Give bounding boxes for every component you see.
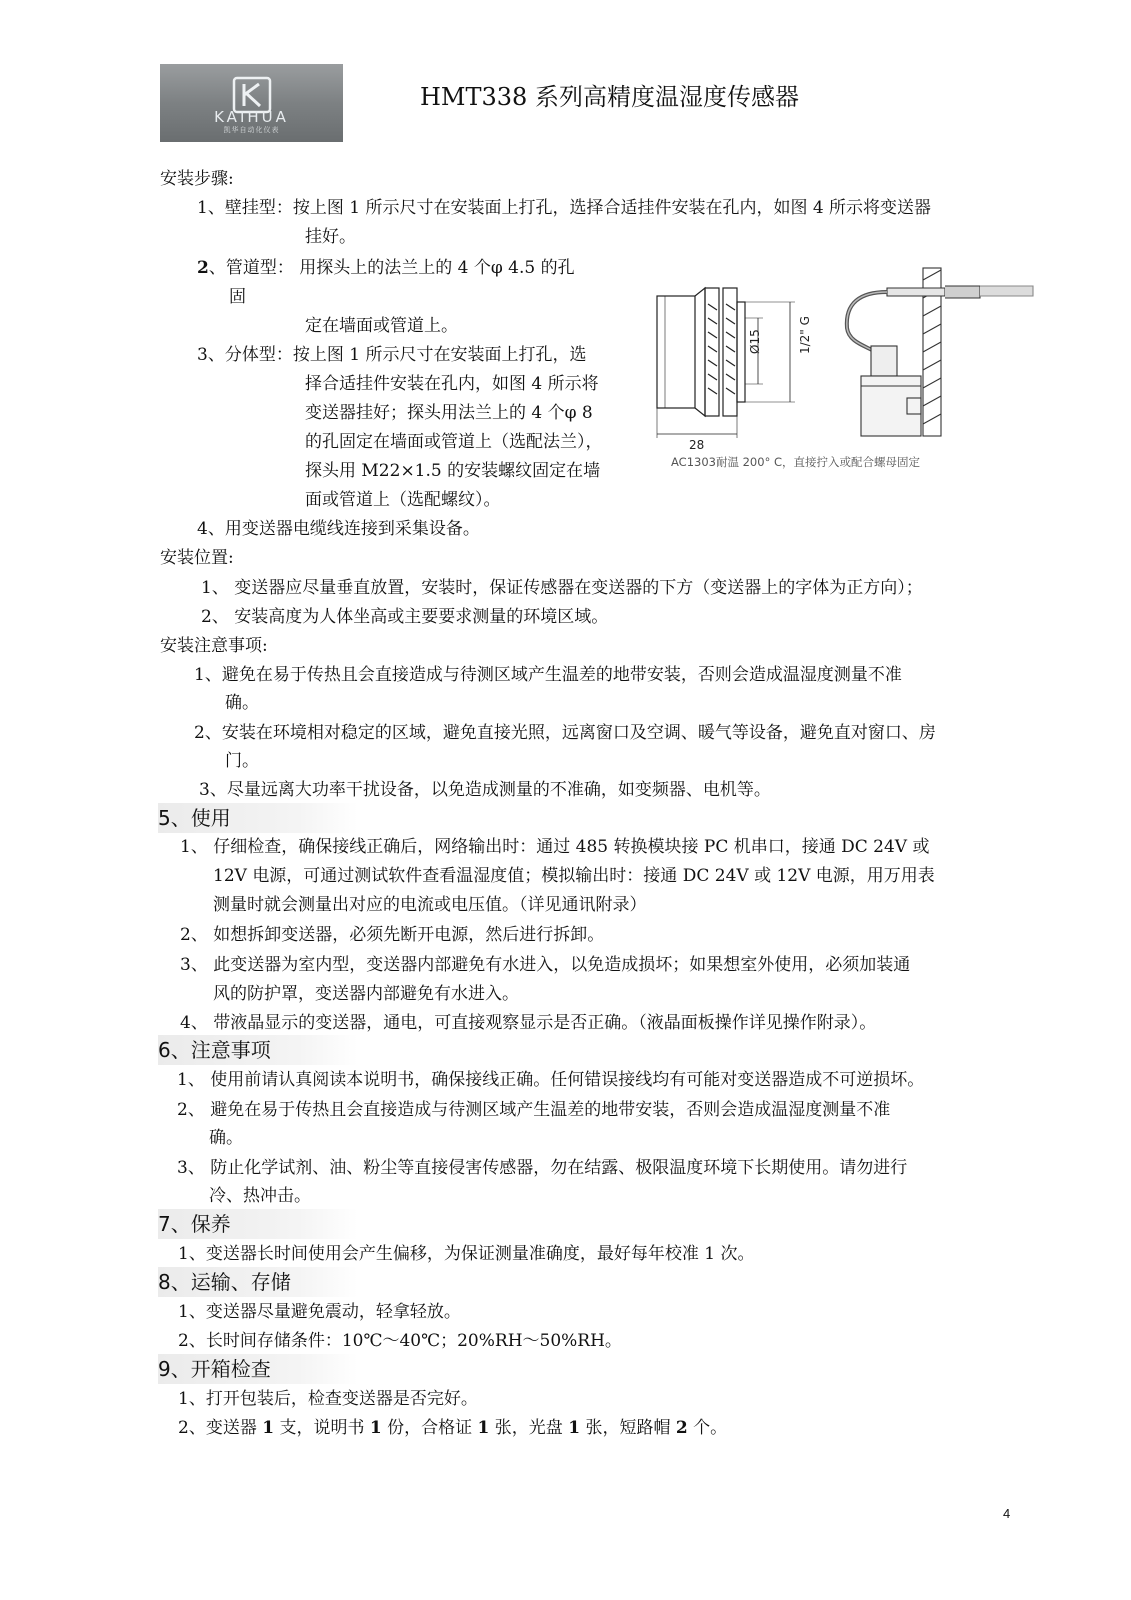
use-4: 4、 带液晶显示的变送器，通电，可直接观察显示是否正确。（液晶面板操作详见操作附录）。 [180, 1013, 877, 1033]
section-5-heading: 5、使用 [158, 803, 358, 833]
transport-1: 1、变送器尽量避免震动，轻拿轻放。 [178, 1302, 461, 1322]
position-2: 2、 安装高度为人体坐高或主要要求测量的环境区域。 [201, 607, 609, 627]
unpack-2-qty-transmitter: 1 [262, 1418, 275, 1438]
step-2-text: 、管道型： 用探头上的法兰上的 4 个φ 4.5 的孔 [208, 258, 575, 278]
logo-subtitle: 凯华自动化仪表 [223, 126, 280, 134]
unpack-2-text-a: 2、变送器 [178, 1418, 263, 1438]
section-9-heading: 9、开箱检查 [158, 1354, 358, 1384]
step-1-line-2: 挂好。 [305, 227, 356, 247]
caution-2-line-2: 确。 [209, 1128, 243, 1148]
use-3-line-1: 3、 此变送器为室内型，变送器内部避免有水进入，以免造成损坏；如果想室外使用，必须加装通 [180, 955, 911, 975]
unpack-1: 1、打开包装后，检查变送器是否完好。 [178, 1389, 478, 1409]
install-sketch [847, 268, 1033, 436]
note-3: 3、尽量远离大功率干扰设备，以免造成测量的不准确，如变频器、电机等。 [199, 780, 771, 800]
unpack-2-qty-manual: 1 [369, 1418, 382, 1438]
note-2-line-2: 门。 [225, 751, 259, 771]
use-1-line-2: 12V 电源，可通过测试软件查看温湿度值；模拟输出时：接通 DC 24V 或 12V 电源，用万用表 [213, 866, 935, 886]
position-1: 1、 变送器应尽量垂直放置，安装时，保证传感器在变送器的下方（变送器上的字体为正方向）； [201, 578, 923, 598]
use-1-line-1: 1、 仔细检查，确保接线正确后，网络输出时：通过 485 转换模块接 PC 机串口，接通 DC 24V 或 [180, 837, 930, 857]
step-2-line-1 [197, 254, 575, 282]
use-2: 2、 如想拆卸变送器，必须先断开电源，然后进行拆卸。 [180, 925, 605, 945]
logo-wordmark: KAIHUA [214, 108, 289, 126]
unpack-2-text-b: 支，说明书 [274, 1418, 370, 1438]
unpack-2 [178, 1414, 727, 1442]
step-2-number: 2 [197, 258, 209, 278]
section-7-heading: 7、保养 [158, 1209, 358, 1239]
caution-2-line-1: 2、 避免在易于传热且会直接造成与待测区域产生温差的地带安装，否则会造成温湿度测量不准 [177, 1100, 891, 1120]
unpack-2-qty-certificate: 1 [477, 1418, 490, 1438]
install-steps-heading: 安装步骤: [160, 169, 234, 189]
step-3-line-1: 3、分体型：按上图 1 所示尺寸在安装面上打孔，选 [197, 345, 587, 365]
unpack-2-qty-jumper: 2 [675, 1418, 688, 1438]
step-3-line-3: 变送器挂好；探头用法兰上的 4 个φ 8 [305, 403, 593, 423]
dim-thread-label: 1/2" G [798, 316, 812, 354]
transport-2: 2、长时间存储条件：10℃～40℃；20%RH～50%RH。 [178, 1331, 622, 1351]
unpack-2-qty-disc: 1 [568, 1418, 581, 1438]
caution-3-line-1: 3、 防止化学试剂、油、粉尘等直接侵害传感器，勿在结露、极限温度环境下长期使用。请勿进行 [177, 1158, 908, 1178]
note-1-line-1: 1、避免在易于传热且会直接造成与待测区域产生温差的地带安装，否则会造成温湿度测量不准 [194, 665, 902, 685]
step-2-line-3: 定在墙面或管道上。 [305, 316, 458, 336]
step-3-line-2: 择合适挂件安装在孔内，如图 4 所示将 [305, 374, 599, 394]
use-1-line-3: 测量时就会测量出对应的电流或电压值。（详见通讯附录） [213, 895, 647, 915]
install-notes-heading: 安装注意事项: [160, 636, 268, 656]
step-3-line-4: 的孔固定在墙面或管道上（选配法兰）， [305, 432, 603, 452]
dim-28-label: 28 [689, 438, 705, 452]
figure-caption: AC1303耐温 200° C，直接拧入或配合螺母固定 [671, 455, 921, 469]
unpack-2-text-f: 个。 [687, 1418, 728, 1438]
step-4: 4、用变送器电缆线连接到采集设备。 [197, 519, 480, 539]
dim-d15-label: Ø15 [748, 329, 762, 354]
page-number: 4 [1003, 1506, 1011, 1521]
maintenance-1: 1、变送器长时间使用会产生偏移，为保证测量准确度，最好每年校准 1 次。 [178, 1244, 755, 1264]
document-title: HMT338 系列高精度温湿度传感器 [420, 83, 799, 111]
caution-3-line-2: 冷、热冲击。 [209, 1186, 311, 1206]
unpack-2-text-c: 份，合格证 [381, 1418, 478, 1438]
section-8-heading: 8、运输、存储 [158, 1267, 358, 1297]
step-3-line-5: 探头用 M22×1.5 的安装螺纹固定在墙 [305, 461, 601, 481]
unpack-2-text-e: 张，短路帽 [580, 1418, 676, 1438]
note-1-line-2: 确。 [225, 693, 259, 713]
fitting-drawing [657, 288, 795, 438]
caution-1: 1、 使用前请认真阅读本说明书，确保接线正确。任何错误接线均有可能对变送器造成不可逆损坏。 [177, 1070, 925, 1090]
step-2-line-2: 固 [229, 287, 246, 307]
step-1-line-1: 1、壁挂型：按上图 1 所示尺寸在安装面上打孔，选择合适挂件安装在孔内，如图 4 所示将变送器 [197, 198, 932, 218]
note-2-line-1: 2、安装在环境相对稳定的区域，避免直接光照，远离窗口及空调、暖气等设备，避免直对窗口、房 [194, 723, 936, 743]
use-3-line-2: 风的防护罩，变送器内部避免有水进入。 [213, 984, 519, 1004]
installation-figure [645, 258, 1040, 473]
company-logo [160, 64, 343, 142]
step-3-line-6: 面或管道上（选配螺纹）。 [305, 490, 501, 510]
install-position-heading: 安装位置: [160, 548, 234, 568]
unpack-2-text-d: 张，光盘 [489, 1418, 569, 1438]
section-6-heading: 6、注意事项 [158, 1035, 358, 1065]
